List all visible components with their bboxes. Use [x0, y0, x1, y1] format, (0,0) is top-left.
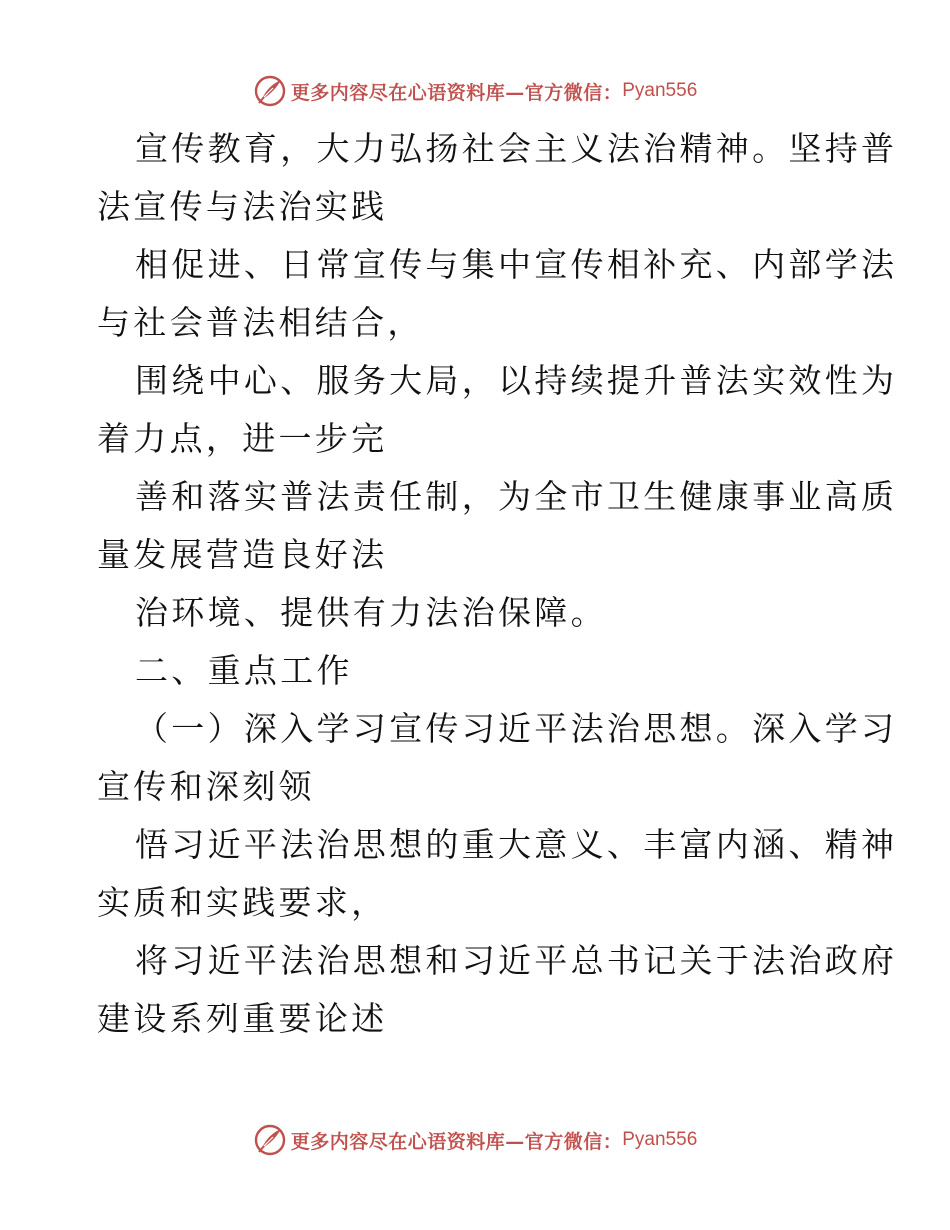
body-line: 着力点，进一步完 [97, 419, 388, 458]
document-body [97, 120, 898, 1048]
body-line: 法宣传与法治实践 [97, 187, 388, 226]
header-banner-wechat-id: Pyan556 [622, 80, 698, 101]
subsection-heading-line: （一）深入学习宣传习近平法治思想。深入学习 [135, 709, 898, 748]
footer-banner-text: 更多内容尽在心语资料库—官方微信： [290, 1130, 623, 1153]
section-heading: 二、重点工作 [135, 651, 353, 690]
body-line: 宣传教育，大力弘扬社会主义法治精神。坚持普 [135, 129, 898, 168]
feather-pen-logo-icon [253, 1123, 287, 1157]
body-line: 善和落实普法责任制，为全市卫生健康事业高质 [135, 477, 898, 516]
header-banner [0, 71, 950, 111]
footer-banner-wechat-id: Pyan556 [622, 1129, 698, 1150]
body-line: 治环境、提供有力法治保障。 [135, 593, 607, 632]
footer-banner [0, 1120, 950, 1160]
body-line: 建设系列重要论述 [97, 999, 388, 1038]
body-line: 悟习近平法治思想的重大意义、丰富内涵、精神 [135, 825, 898, 864]
feather-pen-logo-icon [253, 74, 287, 108]
body-line: 与社会普法相结合， [97, 303, 424, 342]
body-line: 相促进、日常宣传与集中宣传相补充、内部学法 [135, 245, 898, 284]
body-line: 宣传和深刻领 [97, 767, 315, 806]
body-line: 将习近平法治思想和习近平总书记关于法治政府 [135, 941, 898, 980]
header-banner-text: 更多内容尽在心语资料库—官方微信： [290, 81, 623, 104]
body-line: 实质和实践要求， [97, 883, 388, 922]
body-line: 围绕中心、服务大局，以持续提升普法实效性为 [135, 361, 898, 400]
body-line: 量发展营造良好法 [97, 535, 388, 574]
